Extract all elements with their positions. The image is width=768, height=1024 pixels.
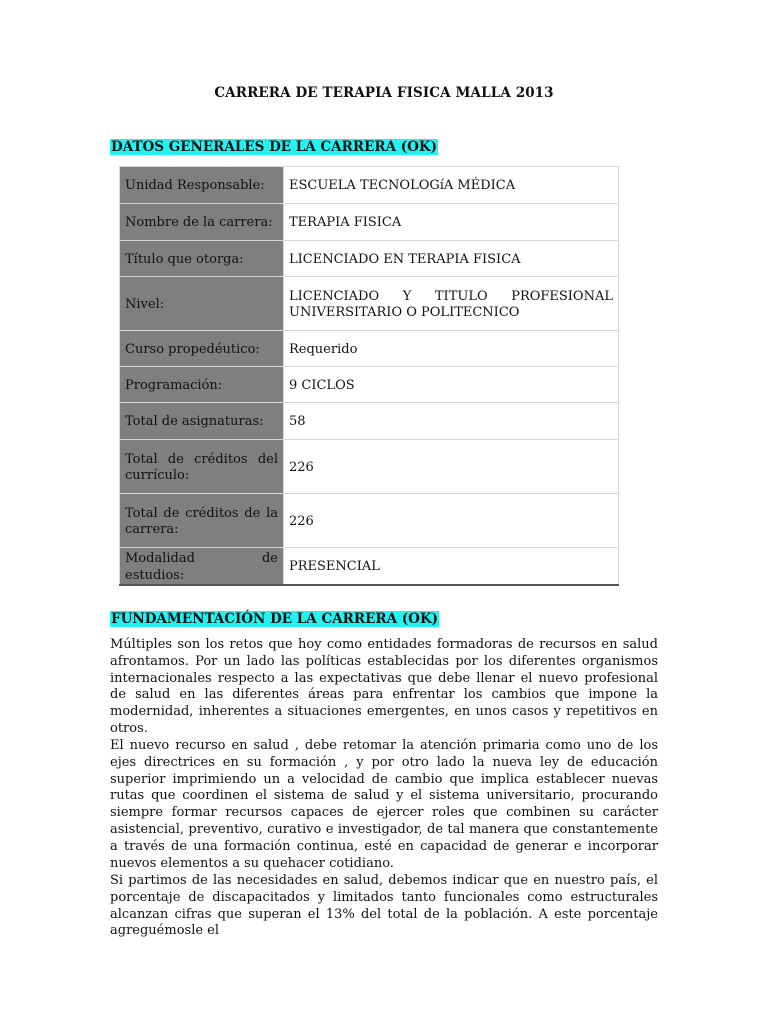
table-row: [120, 277, 619, 331]
highlighted-heading-text: DATOS GENERALES DE LA CARRERA (OK): [111, 139, 438, 155]
row-value: 226: [284, 494, 619, 548]
row-value: TERAPIA FISICA: [284, 204, 619, 241]
row-value: 9 CICLOS: [284, 367, 619, 403]
row-label: Curso propedéutico:: [120, 331, 284, 367]
body-paragraph: Si partimos de las necesidades en salud, debemos indicar que en nuestro país, el porcentaje de discapacitados y limitados tanto funcionales como estructurales alcanzan cifras que superan el 13% del total de la población. A este porcentaje agreguémosle el: [110, 873, 658, 939]
row-label: Nivel:: [120, 277, 284, 331]
table-row: [120, 494, 619, 548]
row-value: 226: [284, 440, 619, 494]
body-paragraph: Múltiples son los retos que hoy como entidades formadoras de recursos en salud afrontamos. Por un lado las políticas establecidas por los diferentes organismos internacionales respecto a las expectativas que debe llenar el nuevo profesional de salud en las diferentes áreas para enfrentar los cambios que impone la modernidad, inherentes a situaciones emergentes, en unos casos y repetitivos en otros.: [110, 637, 658, 736]
table-row: [120, 331, 619, 367]
row-value-line: UNIVERSITARIO O POLITECNICO: [289, 305, 520, 320]
table-row: [120, 241, 619, 277]
table-row: [120, 167, 619, 204]
row-label: Programación:: [120, 367, 284, 403]
table-row: [120, 548, 619, 586]
document-title: CARRERA DE TERAPIA FISICA MALLA 2013: [214, 85, 554, 101]
section-heading-datos-generales: [110, 139, 438, 155]
table-row: [120, 367, 619, 403]
row-label: Nombre de la carrera:: [120, 204, 284, 241]
row-value: ESCUELA TECNOLOGíA MÉDICA: [284, 167, 619, 204]
row-value: LICENCIADO EN TERAPIA FISICA: [284, 241, 619, 277]
row-value: Requerido: [284, 331, 619, 367]
table-row: [120, 403, 619, 440]
row-value: [284, 277, 619, 331]
row-value-line: LICENCIADO Y TITULO PROFESIONAL: [289, 288, 613, 304]
row-value: 58: [284, 403, 619, 440]
table-row: [120, 440, 619, 494]
table-row: [120, 204, 619, 241]
row-label: Modalidad de estudios:: [120, 548, 284, 586]
row-value: PRESENCIAL: [284, 548, 619, 586]
body-paragraph: El nuevo recurso en salud , debe retomar la atención primaria como uno de los ejes directrices en su formación , y por otro lado la nueva ley de educación superior imprimiendo un a velocidad de cambio que implica establecer nuevas rutas que coordinen el sistema de salud y el sistema universitario, procurando siempre formar recursos capaces de ejercer roles que combinen su carácter asistencial, preventivo, curativo e investigador, de tal manera que constantemente a través de una formación continua, esté en capacidad de generar e incorporar nuevos elementos a su quehacer cotidiano.: [110, 738, 658, 871]
row-label: Total de asignaturas:: [120, 403, 284, 440]
section-heading-fundamentacion: [110, 611, 439, 627]
row-label: Título que otorga:: [120, 241, 284, 277]
highlighted-heading-text: FUNDAMENTACIÓN DE LA CARRERA (OK): [111, 611, 439, 627]
row-label: Total de créditos de la carrera:: [120, 494, 284, 548]
row-label: Total de créditos del currículo:: [120, 440, 284, 494]
row-label: Unidad Responsable:: [120, 167, 284, 204]
career-info-table: [119, 166, 619, 586]
